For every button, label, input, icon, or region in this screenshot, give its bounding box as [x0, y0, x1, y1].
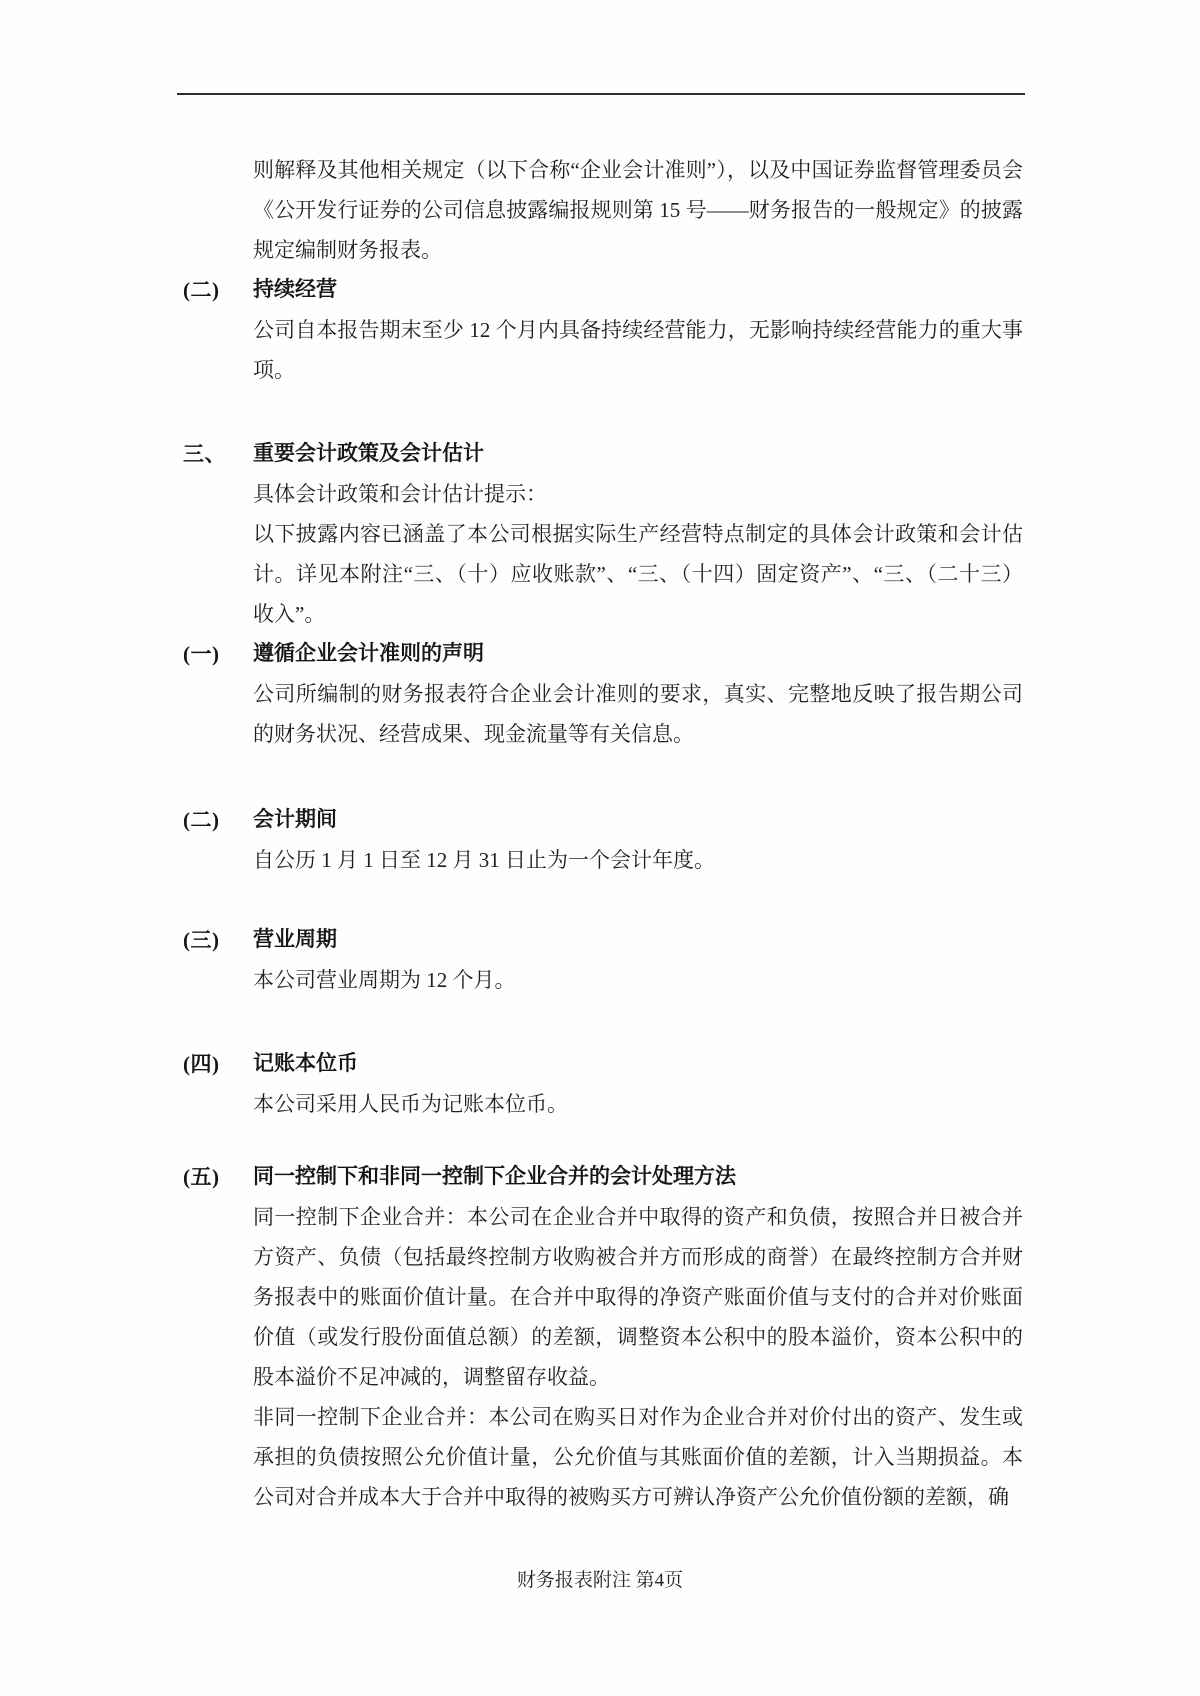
section-paragraph: 非同一控制下企业合并：本公司在购买日对作为企业合并对价付出的资产、发生或承担的负债按照公允价值计量，公允价值与其账面价值的差额，计入当期损益。本公司对合并成本大于合并中取得的被购买方可辨认净资产公允价值份额的差额，确 [253, 1405, 1023, 1509]
section-paragraph: 公司所编制的财务报表符合企业会计准则的要求，真实、完整地反映了报告期公司的财务状况、经营成果、现金流量等有关信息。 [253, 682, 1023, 746]
page-footer: 财务报表附注 第4页 [516, 1570, 684, 1591]
section-heading: 记账本位币 [253, 1052, 358, 1075]
header-rule [177, 93, 1025, 95]
section-paragraph: 本公司采用人民币为记账本位币。 [253, 1092, 568, 1116]
section-label: (二) [183, 808, 220, 832]
section-functional-currency [183, 1044, 1023, 1124]
section-continuation [183, 150, 1023, 270]
section-heading: 遵循企业会计准则的声明 [253, 642, 484, 665]
section-heading: 营业周期 [253, 928, 337, 951]
section-business-combinations [183, 1157, 1023, 1517]
section-compliance-statement [183, 634, 1023, 754]
section-going-concern [183, 270, 1023, 390]
section-heading: 同一控制下和非同一控制下企业合并的会计处理方法 [253, 1165, 736, 1188]
section-label: (一) [183, 642, 220, 666]
section-label: 三、 [183, 442, 226, 466]
section-paragraph: 以下披露内容已涵盖了本公司根据实际生产经营特点制定的具体会计政策和会计估计。详见本附注“三、（十）应收账款”、“三、（十四）固定资产”、“三、（二十三）收入”。 [253, 522, 1023, 626]
section-heading: 持续经营 [253, 278, 337, 301]
section-paragraph: 公司自本报告期末至少 12 个月内具备持续经营能力，无影响持续经营能力的重大事项。 [253, 318, 1023, 382]
section-heading: 会计期间 [253, 808, 337, 831]
section-paragraph: 本公司营业周期为 12 个月。 [253, 968, 516, 992]
section-paragraph: 同一控制下企业合并：本公司在企业合并中取得的资产和负债，按照合并日被合并方资产、负债（包括最终控制方收购被合并方而形成的商誉）在最终控制方合并财务报表中的账面价值计量。在合并中取得的净资产账面价值与支付的合并对价账面价值（或发行股份面值总额）的差额，调整资本公积中的股本溢价，资本公积中的股本溢价不足冲减的，调整留存收益。 [253, 1205, 1023, 1389]
section-accounting-policies [183, 434, 1023, 634]
section-paragraph: 自公历 1 月 1 日至 12 月 31 日止为一个会计年度。 [253, 848, 715, 872]
section-label: (二) [183, 278, 220, 302]
continuation-paragraph: 则解释及其他相关规定（以下合称“企业会计准则”），以及中国证券监督管理委员会《公开发行证券的公司信息披露编报规则第 15 号——财务报告的一般规定》的披露规定编制财务报表。 [253, 158, 1023, 262]
section-heading: 重要会计政策及会计估计 [253, 442, 484, 465]
section-operating-cycle [183, 920, 1023, 1000]
section-paragraph: 具体会计政策和会计估计提示： [253, 482, 547, 506]
section-label: (五) [183, 1165, 220, 1189]
document-body [183, 150, 1023, 1517]
section-accounting-period [183, 800, 1023, 880]
section-label: (四) [183, 1052, 220, 1076]
section-label: (三) [183, 928, 220, 952]
